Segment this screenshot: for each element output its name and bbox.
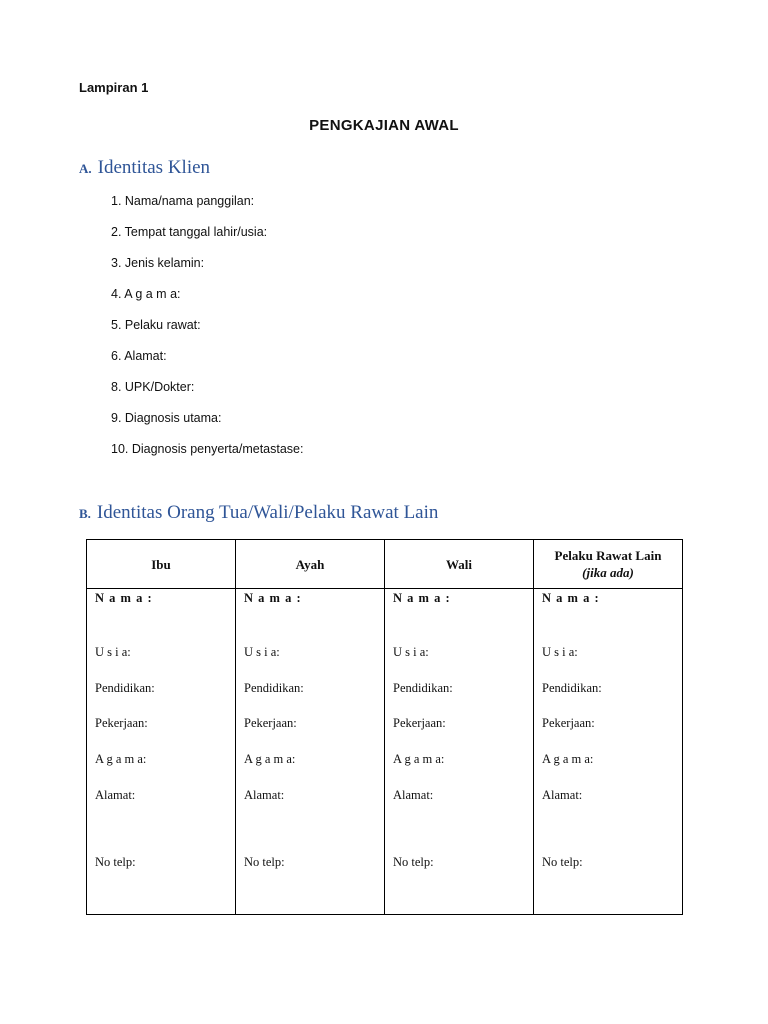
column-note: (jika ada) (582, 565, 634, 580)
field-label-nama: N a m a : (542, 591, 600, 605)
column-header-ibu (87, 540, 236, 589)
section-b-heading (79, 502, 438, 524)
list-item: 6. Alamat: (111, 349, 167, 363)
attachment-label: Lampiran 1 (79, 80, 149, 95)
field-label-usia: U s i a: (244, 645, 280, 659)
field-label-pendidikan: Pendidikan: (542, 681, 602, 695)
table-row (87, 589, 683, 915)
section-b-title: Identitas Orang Tua/Wali/Pelaku Rawat Lain (96, 502, 439, 523)
list-item: 10. Diagnosis penyerta/metastase: (111, 442, 304, 456)
field-label-telp: No telp: (244, 855, 285, 869)
column-header-ayah (236, 540, 385, 589)
field-label-pekerjaan: Pekerjaan: (542, 716, 595, 730)
field-label-alamat: Alamat: (542, 788, 583, 802)
field-label-agama: A g a m a: (542, 752, 594, 766)
list-item: 4. A g a m a: (111, 287, 181, 301)
field-cell-ayah (236, 589, 385, 915)
section-a-letter: A. (79, 161, 92, 176)
field-label-pendidikan: Pendidikan: (244, 681, 304, 695)
section-a-heading (79, 157, 210, 179)
field-label-pekerjaan: Pekerjaan: (393, 716, 446, 730)
field-label-agama: A g a m a: (244, 752, 296, 766)
field-cell-pelaku-rawat (534, 589, 683, 915)
page-title: PENGKAJIAN AWAL (309, 117, 459, 134)
field-label-telp: No telp: (95, 855, 136, 869)
field-label-alamat: Alamat: (244, 788, 285, 802)
parents-identity-table (86, 539, 683, 915)
column-label: Wali (445, 556, 472, 572)
column-header-wali (385, 540, 534, 589)
field-label-pendidikan: Pendidikan: (95, 681, 155, 695)
field-label-alamat: Alamat: (95, 788, 136, 802)
field-label-usia: U s i a: (542, 645, 578, 659)
field-label-usia: U s i a: (95, 645, 131, 659)
column-label: Pelaku Rawat Lain (554, 548, 662, 563)
section-b-letter: B. (79, 506, 91, 521)
field-label-pekerjaan: Pekerjaan: (95, 716, 148, 730)
field-label-alamat: Alamat: (393, 788, 434, 802)
field-label-telp: No telp: (393, 855, 434, 869)
field-label-pekerjaan: Pekerjaan: (244, 716, 297, 730)
field-label-usia: U s i a: (393, 645, 429, 659)
list-item: 1. Nama/nama panggilan: (111, 194, 255, 208)
list-item: 8. UPK/Dokter: (111, 380, 195, 394)
column-header-pelaku-rawat (534, 540, 683, 589)
field-label-agama: A g a m a: (393, 752, 445, 766)
list-item: 9. Diagnosis utama: (111, 411, 222, 425)
field-label-pendidikan: Pendidikan: (393, 681, 453, 695)
column-label: Ibu (151, 556, 171, 572)
list-item: 2. Tempat tanggal lahir/usia: (111, 225, 268, 239)
field-cell-wali (385, 589, 534, 915)
field-label-nama: N a m a : (95, 591, 153, 605)
list-item: 5. Pelaku rawat: (111, 318, 201, 332)
field-cell-ibu (87, 589, 236, 915)
table-header-row (87, 540, 683, 589)
field-label-nama: N a m a : (244, 591, 302, 605)
column-label: Ayah (295, 556, 325, 572)
field-label-nama: N a m a : (393, 591, 451, 605)
section-a-title: Identitas Klien (97, 157, 211, 178)
list-item: 3. Jenis kelamin: (111, 256, 205, 270)
field-label-agama: A g a m a: (95, 752, 147, 766)
client-identity-list (111, 194, 303, 473)
field-label-telp: No telp: (542, 855, 583, 869)
